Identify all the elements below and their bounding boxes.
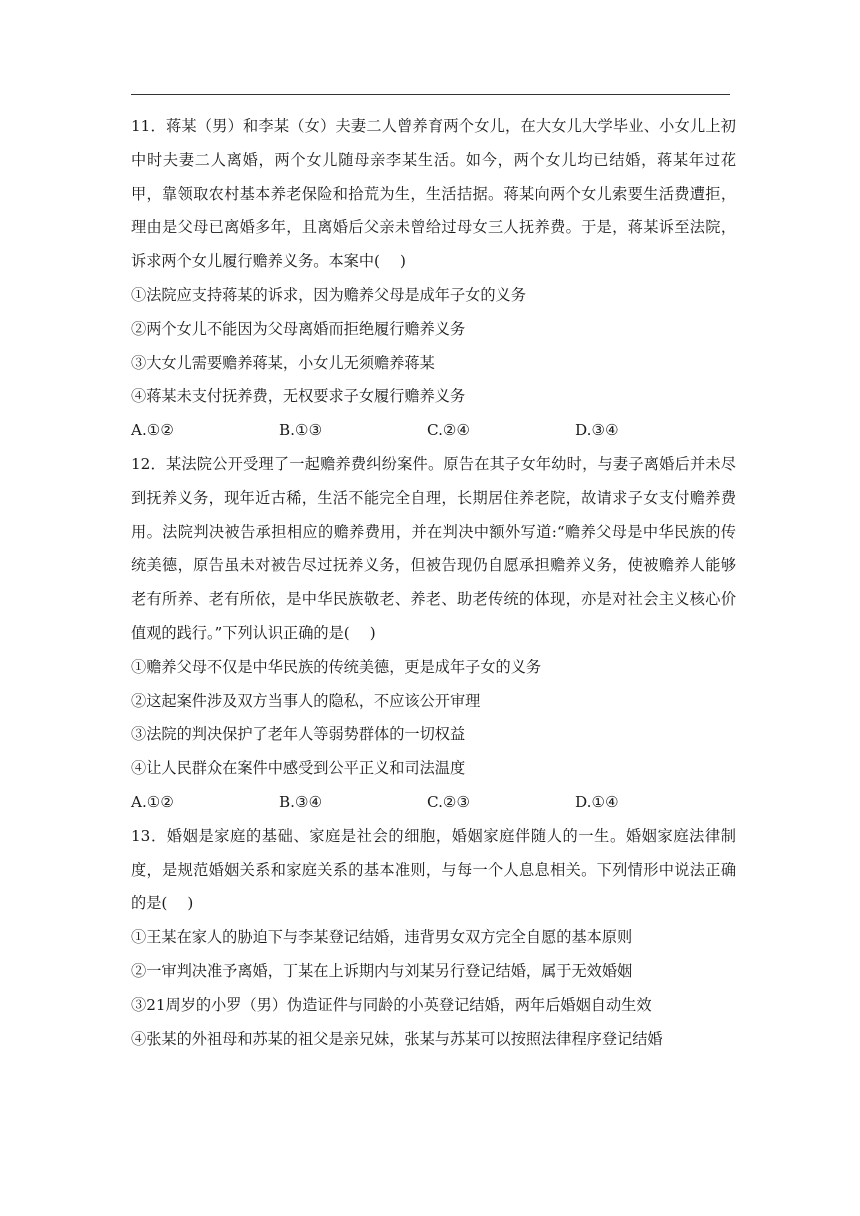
answer-choice-b: B.①③ [279, 421, 323, 440]
statement-option: ②这起案件涉及双方当事人的隐私，不应该公开审理 [131, 691, 481, 710]
document-body [131, 110, 736, 1056]
answer-choice-a: A.①② [131, 421, 175, 440]
statement-option: ④蒋某未支付抚养费，无权要求子女履行赡养义务 [131, 387, 466, 406]
question-13 [131, 820, 736, 1057]
statement-option: ②一审判决准予离婚，丁某在上诉期内与刘某另行登记结婚，属于无效婚姻 [131, 961, 633, 980]
question-12 [131, 448, 736, 820]
statement-option: ③21周岁的小罗（男）伪造证件与同龄的小英登记结婚，两年后婚姻自动生效 [131, 995, 652, 1014]
statement-option: ①法院应支持蒋某的诉求，因为赡养父母是成年子女的义务 [131, 285, 526, 304]
answer-choices [131, 414, 736, 448]
answer-choice-d: D.③④ [575, 421, 619, 440]
question-11 [131, 110, 736, 448]
statement-option: ③法院的判决保护了老年人等弱势群体的一切权益 [131, 725, 466, 744]
statement-option: ③大女儿需要赡养蒋某，小女儿无须赡养蒋某 [131, 353, 435, 372]
statement-option: ②两个女儿不能因为父母离婚而拒绝履行赡养义务 [131, 319, 466, 338]
answer-choice-d: D.①④ [575, 792, 619, 811]
statement-option: ④让人民群众在案件中感受到公平正义和司法温度 [131, 759, 466, 778]
question-stem: 13．婚姻是家庭的基础、家庭是社会的细胞，婚姻家庭伴随人的一生。婚姻家庭法律制度，是规范婚姻关系和家庭关系的基本准则，与每一个人息息相关。下列情形中说法正确的是( ) [131, 826, 736, 913]
statement-option: ①赡养父母不仅是中华民族的传统美德，更是成年子女的义务 [131, 657, 542, 676]
answer-choice-b: B.③④ [279, 792, 323, 811]
answer-choice-c: C.②③ [427, 792, 471, 811]
answer-choice-a: A.①② [131, 792, 175, 811]
question-stem: 11．蒋某（男）和李某（女）夫妻二人曾养育两个女儿，在大女儿大学毕业、小女儿上初中时夫妻二人离婚，两个女儿随母亲李某生活。如今，两个女儿均已结婚，蒋某年过花甲，靠领取农村基本养老保险和拾荒为生，生活拮据。蒋某向两个女儿索要生活费遭拒，理由是父母已离婚多年，且离婚后父亲未曾给过母女三人抚养费。于是，蒋某诉至法院，诉求两个女儿履行赡养义务。本案中( ) [131, 117, 736, 271]
statement-option: ④张某的外祖母和苏某的祖父是亲兄妹，张某与苏某可以按照法律程序登记结婚 [131, 1029, 663, 1048]
question-stem: 12．某法院公开受理了一起赡养费纠纷案件。原告在其子女年幼时，与妻子离婚后并未尽到抚养义务，现年近古稀，生活不能完全自理，长期居住养老院，故请求子女支付赡养费用。法院判决被告承担相应的赡养费用，并在判决中额外写道:“赡养父母是中华民族的传统美德，原告虽未对被告尽过抚养义务，但被告现仍自愿承担赡养义务，使被赡养人能够老有所养、老有所依，是中华民族敬老、养老、助老传统的体现，亦是对社会主义核心价值观的践行。”下列认识正确的是( ) [131, 454, 736, 642]
header-rule [131, 94, 730, 95]
answer-choices [131, 786, 736, 820]
statement-option: ①王某在家人的胁迫下与李某登记结婚，违背男女双方完全自愿的基本原则 [131, 928, 633, 947]
answer-choice-c: C.②④ [427, 421, 471, 440]
